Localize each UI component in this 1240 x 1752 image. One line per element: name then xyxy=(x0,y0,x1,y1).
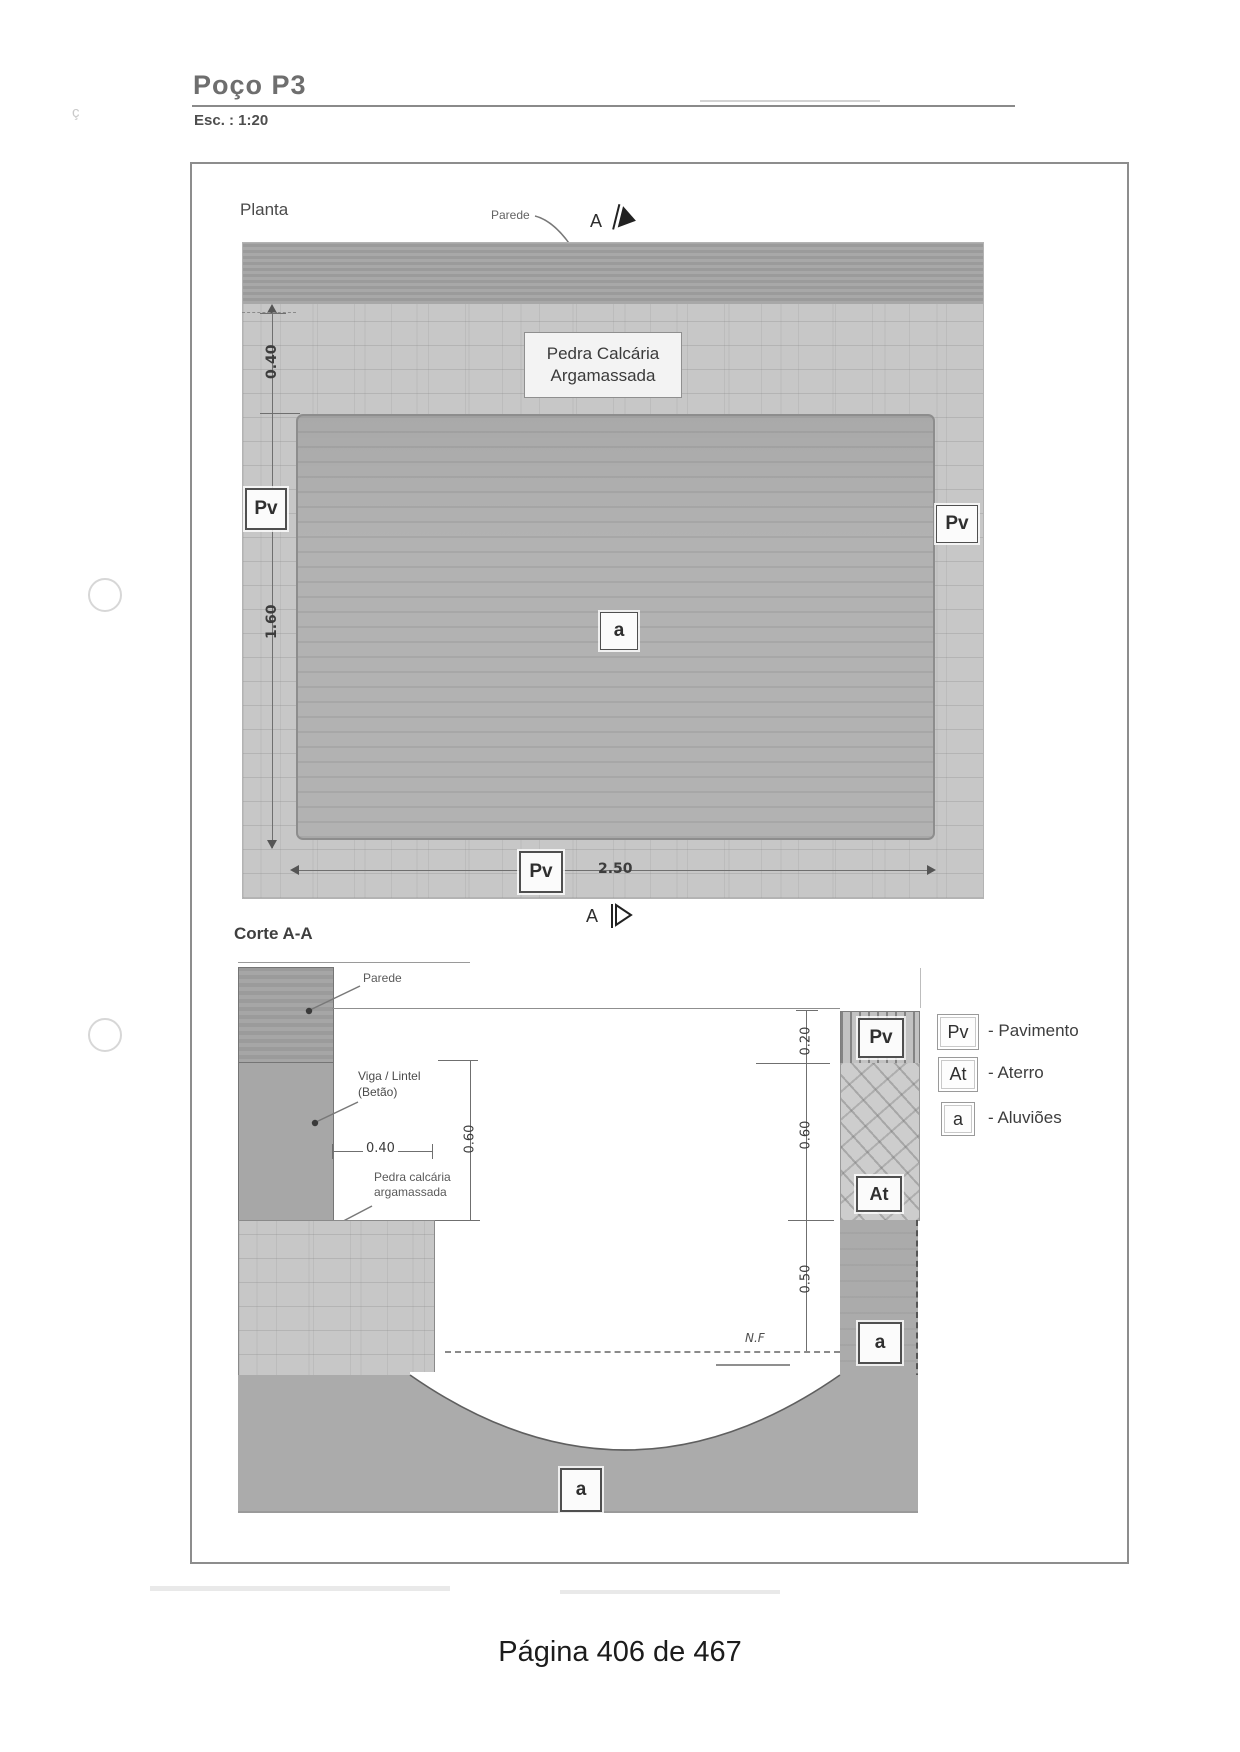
scan-smudge xyxy=(150,1586,450,1591)
tag-text: a xyxy=(874,1332,886,1353)
section-wall-label: Parede xyxy=(363,971,402,985)
tag-text: Pv xyxy=(254,498,278,519)
section-wall-lower-block xyxy=(238,1062,334,1222)
legend-tag-text: Pv xyxy=(947,1021,969,1042)
page-number-indicator: Página 406 de 467 xyxy=(498,1636,742,1668)
section-view-title: Corte A-A xyxy=(234,924,313,943)
material-label-line2: Argamassada xyxy=(550,366,656,385)
binder-hole-bottom xyxy=(88,1018,122,1052)
dim-arrow-left xyxy=(290,865,299,875)
dim-tick xyxy=(438,1060,478,1061)
plan-wall-label: Parede xyxy=(491,208,530,222)
legend-label-aluvioes: - Aluviões xyxy=(988,1108,1062,1127)
plan-dim-160: 1.60 xyxy=(264,604,280,639)
section-beam-leader-line xyxy=(306,1096,362,1130)
plan-wall-band xyxy=(243,243,983,306)
extension-line xyxy=(920,968,921,1008)
dim-tick xyxy=(788,1220,834,1221)
page-title: Poço P3 xyxy=(193,70,307,100)
stone-label-line1: Pedra calcária xyxy=(374,1170,451,1184)
dim-tick xyxy=(260,413,300,414)
section-dim-060-left: 0.60 xyxy=(462,1124,478,1154)
section-dim-020: 0.20 xyxy=(798,1026,814,1056)
title-underline xyxy=(192,105,1015,107)
section-dim-040: 0.40 xyxy=(363,1141,398,1156)
plan-section-letter-bottom: A xyxy=(586,906,599,926)
plan-view-title: Planta xyxy=(240,200,289,219)
tag-text: Pv xyxy=(529,861,553,882)
legend-tag-a xyxy=(941,1102,975,1136)
scan-smudge xyxy=(560,1590,780,1594)
tag-text: Pv xyxy=(945,513,969,534)
section-dim-060-right: 0.60 xyxy=(798,1120,814,1150)
dim-tick xyxy=(432,1144,433,1159)
stone-label-line2: argamassada xyxy=(374,1185,447,1199)
plan-material-label xyxy=(524,332,682,398)
section-wall-leader-line xyxy=(302,982,364,1018)
tag-text: a xyxy=(575,1479,587,1500)
section-dim-050: 0.50 xyxy=(798,1264,814,1294)
plan-tag-a-center xyxy=(600,612,638,650)
plan-dim-040: 0.40 xyxy=(264,344,280,379)
legend-tag-pv xyxy=(937,1014,979,1050)
tag-text: Pv xyxy=(869,1027,893,1048)
section-tag-at xyxy=(856,1176,902,1212)
section-cut-icon xyxy=(608,902,634,930)
dim-line-right xyxy=(806,1010,807,1352)
beam-label-line2: (Betão) xyxy=(358,1085,398,1099)
dim-tick xyxy=(332,1144,333,1159)
scan-artifact: ç xyxy=(72,104,80,121)
dim-arrow-right xyxy=(927,865,936,875)
tag-text: At xyxy=(869,1183,889,1204)
plan-section-letter-top: A xyxy=(590,211,603,231)
lintel-top-line xyxy=(238,962,470,963)
dim-tick xyxy=(756,1063,830,1064)
section-tag-a xyxy=(858,1322,902,1364)
beam-label-line1: Viga / Lintel xyxy=(358,1069,421,1083)
binder-hole-top xyxy=(88,578,122,612)
plan-dim-line-vertical xyxy=(272,308,273,848)
plan-tag-pv-right xyxy=(936,505,978,543)
plan-dim-250: 2.50 xyxy=(598,861,633,877)
section-tag-pv xyxy=(858,1018,904,1058)
section-beam-label xyxy=(358,1068,421,1100)
title-underline-echo xyxy=(700,100,880,102)
section-stone-label xyxy=(374,1170,451,1200)
material-label-line1: Pedra Calcária xyxy=(546,344,660,363)
dim-arrow-down xyxy=(267,840,277,849)
legend-label-aterro: - Aterro xyxy=(988,1063,1044,1082)
tag-text: a xyxy=(613,620,625,641)
section-tag-a-bottom xyxy=(560,1468,602,1512)
legend-tag-at xyxy=(938,1057,978,1092)
water-level-line xyxy=(445,1351,840,1353)
extension-line xyxy=(242,312,296,313)
plan-tag-pv-bottom xyxy=(519,851,563,893)
water-level-label: N.F xyxy=(745,1331,765,1345)
legend-tag-text: At xyxy=(949,1064,967,1084)
plan-tag-pv-left xyxy=(245,488,287,530)
section-masonry-block xyxy=(238,1220,435,1379)
ground-level-line xyxy=(332,1008,840,1009)
scale-label: Esc. : 1:20 xyxy=(194,112,269,129)
dim-tick xyxy=(260,313,286,314)
legend-tag-text: a xyxy=(952,1108,963,1129)
legend-label-pavimento: - Pavimento xyxy=(988,1021,1079,1040)
